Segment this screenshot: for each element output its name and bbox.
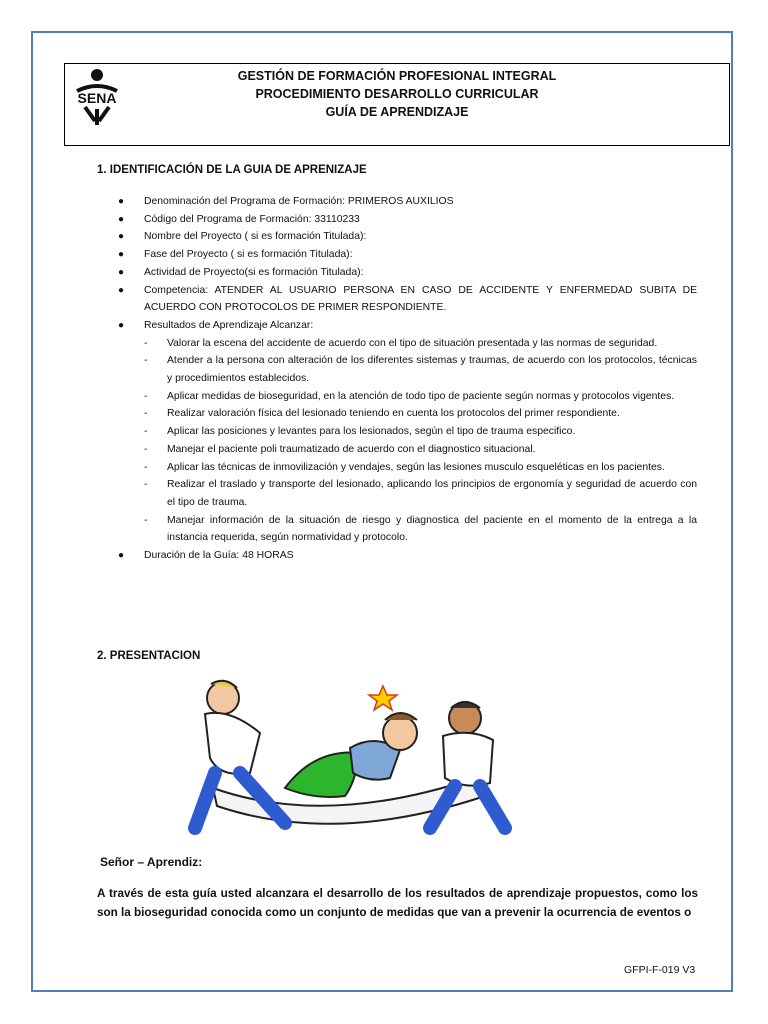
- result-item: - Realizar valoración física del lesionado teniendo en cuenta los protocolos del primer respondiente.: [144, 408, 620, 420]
- list-item: ● Nombre del Proyecto ( si es formación Titulada):: [118, 231, 367, 243]
- salutation: Señor – Aprendiz:: [100, 855, 203, 869]
- list-item: ● Denominación del Programa de Formación: PRIMEROS AUXILIOS: [118, 196, 454, 207]
- list-item: ● Fase del Proyecto ( si es formación Titulada):: [118, 249, 353, 261]
- header-title-line2: PROCEDIMIENTO DESARROLLO CURRICULAR: [255, 87, 539, 101]
- intro-paragraph: A través de esta guía usted alcanzara el desarrollo de los resultados de aprendizaje propuestos, como los son la bioseguridad conocida como un conjunto de medidas que van a prevenir la ocurrencia de eventos o: [97, 887, 698, 919]
- identification-list: [97, 193, 697, 565]
- result-item: - Aplicar las posiciones y levantes para los lesionados, según el tipo de trauma especifico.: [144, 426, 576, 438]
- logo-text: SENA: [77, 90, 117, 106]
- document-header: [64, 63, 730, 146]
- list-item: ● Código del Programa de Formación: 33110233: [118, 213, 360, 225]
- result-item: - Aplicar medidas de bioseguridad, en la atención de todo tipo de paciente según normas y protocolos vigentes.: [144, 390, 675, 402]
- header-title-line1: GESTIÓN DE FORMACIÓN PROFESIONAL INTEGRAL: [237, 69, 557, 83]
- list-item: ● Duración de la Guía: 48 HORAS: [118, 550, 294, 562]
- result-item: - Valorar la escena del accidente de acuerdo con el tipo de situación presentada y las normas de seguridad.: [144, 337, 658, 349]
- list-item: ● Actividad de Proyecto(si es formación Titulada):: [118, 266, 364, 278]
- result-item: - Manejar el paciente poli traumatizado de acuerdo con el diagnostico situacional.: [144, 443, 536, 455]
- result-item: - Aplicar las técnicas de inmovilización y vendajes, según las lesiones musculo esqueléticas en los pacientes.: [144, 461, 665, 473]
- result-item: - Manejar información de la situación de riesgo y diagnostica del paciente en el momento de la entrega a la instancia requerida, según normatividad y protocolo.: [144, 514, 697, 544]
- result-item: - Realizar el traslado y transporte del lesionado, aplicando los principios de ergonomía y seguridad de acuerdo con el tipo de trauma.: [144, 479, 697, 508]
- document-code: GFPI-F-019 V3: [624, 964, 696, 976]
- header-title-line3: GUÍA DE APRENDIZAJE: [325, 105, 469, 119]
- list-item: ● Competencia: ATENDER AL USUARIO PERSONA EN CASO DE ACCIDENTE Y ENFERMEDAD SUBITA DE ACUERDO CON PROTOCOLOS DE PRIMER RESPONDIENTE.: [118, 284, 697, 314]
- section1-title: 1. IDENTIFICACIÓN DE LA GUIA DE APRENIZAJE: [97, 164, 367, 176]
- list-item: ● Resultados de Aprendizaje Alcanzar:: [118, 319, 314, 331]
- result-item: - Atender a la persona con alteración de los diferentes sistemas y traumas, de acuerdo con los protocolos, técnicas y procedimientos establecidos.: [144, 355, 697, 385]
- section2-title: 2. PRESENTACION: [97, 650, 201, 662]
- stretcher-illustration: [175, 678, 520, 838]
